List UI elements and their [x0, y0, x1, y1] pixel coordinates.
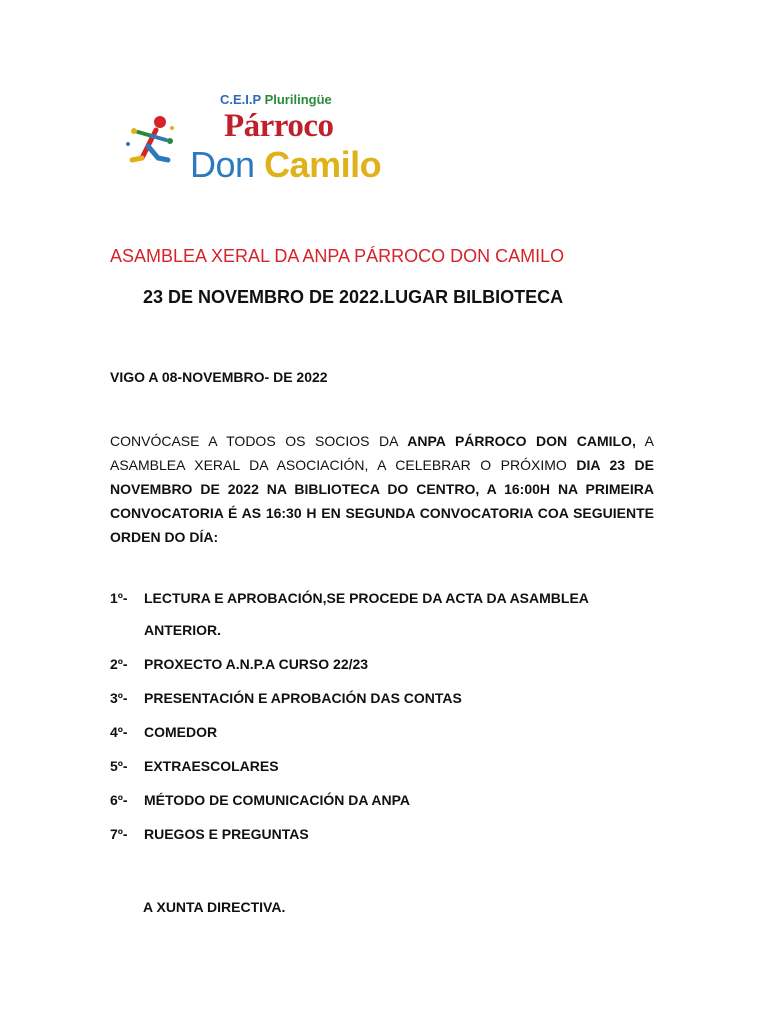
agenda-item — [110, 590, 670, 656]
agenda-text: EXTRAESCOLARES — [144, 758, 279, 774]
paragraph-bold-1: ANPA PÁRROCO DON CAMILO, — [407, 433, 636, 449]
document-title: ASAMBLEA XERAL DA ANPA PÁRROCO DON CAMILO — [110, 246, 565, 266]
paragraph-text-1: CONVÓCASE A TODOS OS SOCIOS DA — [110, 433, 408, 449]
agenda-number: 5º- — [110, 758, 128, 774]
logo-plurilingue-text: Plurilingüe — [264, 92, 332, 107]
child-figure-icon — [122, 114, 182, 174]
agenda-item — [110, 826, 670, 860]
logo-ceip-text: C.E.I.P — [220, 92, 261, 107]
document-subtitle: 23 DE NOVEMBRO DE 2022.LUGAR BILBIOTECA — [143, 287, 564, 307]
logo-subtitle — [220, 92, 332, 107]
agenda-number: 7º- — [110, 826, 128, 842]
logo-camilo-text: Camilo — [264, 144, 382, 185]
paragraph-bold-2: DIA 23 DE NOVEMBRO DE 2022 NA BIBLIOTECA DO CENTRO, A 16:00H NA PRIMEIRA CONVOCATORIA É AS 16:30 H EN SEGUNDA CONVOCATORIA COA SEGUIENTE ORDEN DO DÍA: — [110, 457, 655, 545]
agenda-number: 4º- — [110, 724, 128, 740]
date-line: VIGO A 08-NOVEMBRO- DE 2022 — [110, 369, 328, 385]
agenda-list — [110, 590, 670, 860]
logo-don-camilo — [190, 144, 381, 186]
agenda-text: PRESENTACIÓN E APROBACIÓN DAS CONTAS — [144, 690, 462, 706]
signature: A XUNTA DIRECTIVA. — [143, 899, 286, 915]
agenda-text-line-2: ANTERIOR. — [144, 622, 221, 638]
school-logo — [122, 86, 382, 198]
convocation-paragraph — [110, 429, 654, 549]
agenda-text: PROXECTO A.N.P.A CURSO 22/23 — [144, 656, 369, 672]
logo-parroco-text: Párroco — [224, 108, 334, 144]
agenda-text-line-1: LECTURA E APROBACIÓN,SE PROCEDE DA ACTA DA ASAMBLEA — [144, 590, 589, 606]
agenda-number: 1º- — [110, 590, 128, 606]
agenda-number: 3º- — [110, 690, 128, 706]
agenda-text: COMEDOR — [144, 724, 218, 740]
paragraph-text-2: A ASAMBLEA XERAL DA ASOCIACIÓN, A CELEBRAR O PRÓXIMO — [110, 433, 654, 473]
logo-don-text: Don — [190, 144, 255, 185]
agenda-text — [144, 582, 589, 646]
agenda-text: RUEGOS E PREGUNTAS — [144, 826, 309, 842]
agenda-number: 6º- — [110, 792, 128, 808]
agenda-text: MÉTODO DE COMUNICACIÓN DA ANPA — [144, 792, 410, 808]
agenda-number: 2º- — [110, 656, 128, 672]
